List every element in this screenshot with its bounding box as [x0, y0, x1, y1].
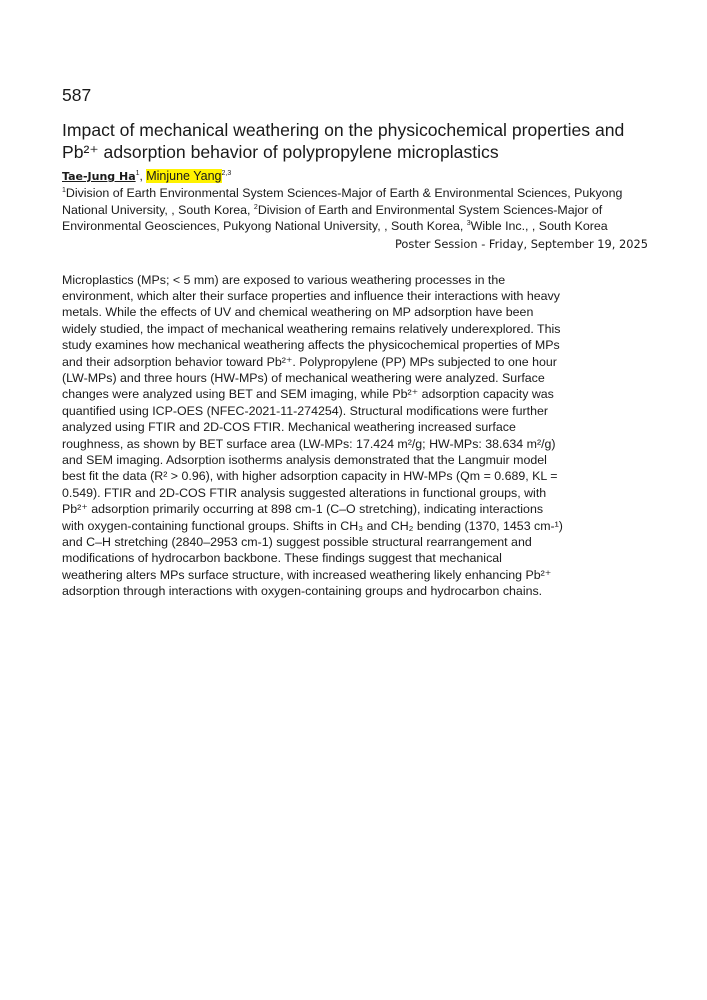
affiliation-superscript: 2 [253, 203, 258, 211]
abstract-number: 587 [62, 85, 92, 105]
session-info: Poster Session - Friday, September 19, 2025 [394, 236, 648, 251]
affiliation-text: Division of Earth and Environmental System Sciences-Major of Environmental Geosciences, Pukyong National University, , South Korea, [62, 202, 603, 233]
author-name: Tae-Jung Ha [62, 170, 136, 183]
abstract-body: Microplastics (MPs; < 5 mm) are exposed to various weathering processes in the environment, which alter their surface properties and influence their interactions with heavy metals. While the effects of UV and chemical weathering on MP adsorption have been widely studied, the impact of mechanical weathering remains relatively underexplored. This study examines how mechanical weathering affects the physicochemical properties of MPs and their adsorption behavior toward Pb²⁺. Polypropylene (PP) MPs subjected to one hour (LW-MPs) and three hours (HW-MPs) of mechanical weathering were analyzed. Surface changes were analyzed using BET and SEM imaging, while Pb²⁺ adsorption capacity was quantified using ICP-OES (NFEC-2021-11-274254). Structural modifications were further analyzed using FTIR and 2D-COS FTIR. Mechanical weathering increased surface roughness, as shown by BET surface area (LW-MPs: 17.424 m²/g; HW-MPs: 38.634 m²/g) and SEM imaging. Adsorption isotherms analysis demonstrated that the Langmuir model best fit the data (R² > 0.96), with higher adsorption capacity in HW-MPs (Qm = 0.689, KL = 0.549). FTIR and 2D-COS FTIR analysis suggested alterations in functional groups, with Pb²⁺ adsorption primarily occurring at 898 cm-1 (C–O stretching), indicating interactions with oxygen-containing functional groups. Shifts in CH₃ and CH₂ bending (1370, 1453 cm-¹) and C–H stretching (2840–2953 cm-1) suggest possible structural rearrangement and modifications of hydrocarbon backbone. These findings suggest that mechanical weathering alters MPs surface structure, with increased weathering likely enhancing Pb²⁺ adsorption through interactions with oxygen-containing groups and hydrocarbon chains. [62, 272, 563, 599]
affiliation-superscript: 3 [466, 220, 471, 227]
author-list [62, 168, 652, 185]
affiliation-superscript: 1 [62, 187, 66, 194]
author-separator: , [139, 169, 147, 183]
affiliation-text: Wible Inc., , South Korea [470, 219, 608, 233]
author-name-highlighted [146, 169, 221, 183]
abstract-title: Impact of mechanical weathering on the physicochemical properties and Pb²⁺ adsorption behavior of polypropylene microplastics [62, 120, 625, 162]
affiliation-text: Division of Earth Environmental System Sciences-Major of Earth & Environmental Sciences, Pukyong National University, , South Korea, [62, 186, 623, 217]
abstract-page [62, 84, 652, 600]
author-name: Minjune Yang [146, 169, 222, 183]
affiliations [62, 185, 652, 235]
author-superscript: 1 [135, 170, 140, 177]
author-superscript: 2,3 [221, 170, 232, 177]
